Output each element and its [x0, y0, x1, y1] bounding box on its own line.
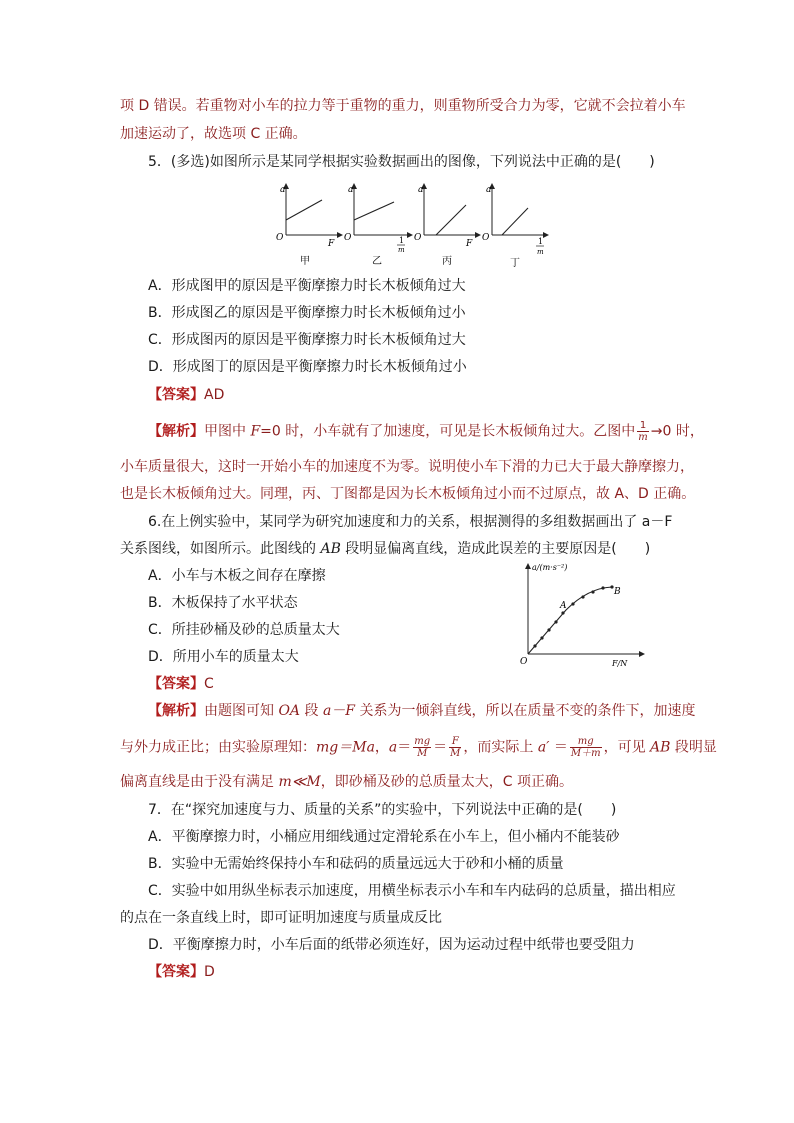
graph-ding-caption: 丁 — [510, 258, 520, 269]
graph-yi-x-den: m — [398, 246, 405, 254]
q6-frac-mg-m-plus-m: $\frac{mg}{M+m}$ — [570, 736, 601, 759]
q7-option-d: D．平衡摩擦力时，小车后面的纸带必须连好，因为运动过程中纸带也要受阻力 — [148, 937, 635, 953]
graph-yi-a-label: a — [348, 185, 354, 195]
q6-x-axis-label: F/N — [612, 659, 628, 668]
q5-analysis-label: 【解析】 — [148, 423, 204, 440]
q5-option-a: A．形成图甲的原因是平衡摩擦力时长木板倾角过大 — [148, 278, 466, 294]
graph-jia-origin: O — [276, 233, 284, 243]
q6-answer-label: 【答案】 — [148, 676, 204, 692]
q5-analysis-text-a: 甲图中 — [204, 423, 251, 440]
intro-line-2: 加速运动了，故选项 C 正确。 — [120, 126, 307, 142]
q5-analysis-fraction: $\frac{1}{m}$ — [638, 420, 648, 443]
q5-analysis-line-1 — [148, 420, 704, 443]
graph-jia-caption: 甲 — [300, 256, 310, 267]
q5-analysis-line-2: 小车质量很大，这时一开始小车的加速度不为零。说明使小车下滑的力已大于最大静摩擦力， — [120, 459, 694, 475]
graph-yi — [344, 185, 410, 267]
q5-analysis-text-c: 0 时， — [662, 423, 704, 440]
q5-analysis-var-f: F — [250, 423, 261, 440]
graph-bing-caption: 丙 — [442, 256, 452, 267]
graph-jia — [276, 185, 340, 267]
graph-ding-x-den: m — [537, 248, 544, 256]
q6-origin: O — [520, 657, 528, 667]
graph-yi-origin: O — [344, 233, 352, 243]
q5-graphs-figure — [272, 180, 562, 270]
q5-answer-value: AD — [204, 387, 225, 403]
q7-answer-label: 【答案】 — [148, 964, 204, 980]
graph-bing-a-label: a — [418, 185, 424, 195]
graph-ding-a-label: a — [486, 185, 492, 195]
q6-y-axis-label: a/(m·s⁻²) — [532, 563, 568, 572]
q5-stem: 5．(多选)如图所示是某同学根据实验数据画出的图像，下列说法中正确的是( ) — [148, 154, 655, 170]
q6-option-a: A．小车与木板之间存在摩擦 — [148, 568, 326, 584]
q6-option-b: B．木板保持了水平状态 — [148, 595, 298, 611]
q7-answer-value: D — [204, 964, 215, 980]
q7-option-c-line-2: 的点在一条直线上时，即可证明加速度与质量成反比 — [120, 910, 442, 926]
graph-yi-x-num: 1 — [399, 236, 405, 245]
graph-ding — [482, 185, 546, 269]
q5-analysis-text-b: =0 时，小车就有了加速度，可见是长木板倾角过大。乙图中 — [260, 423, 636, 440]
graph-yi-caption: 乙 — [372, 256, 382, 267]
q6-point-b-label: B — [614, 587, 621, 597]
q7-option-a: A．平衡摩擦力时，小桶应用细线通过定滑轮系在小车上，但小桶内不能装砂 — [148, 829, 620, 845]
q7-answer — [148, 962, 215, 982]
q6-graph-figure — [518, 560, 648, 672]
q6-analysis-line-2: 与外力成正比；由实验原理知：mg＝Ma，a＝ $\frac{mg}{M}$ ＝ $\frac{F}{M}$ ，而实际上 a′ ＝ $\frac{mg}{M+m}$ ，可见 AB 段明显 — [120, 736, 717, 759]
q5-option-c: C．形成图丙的原因是平衡摩擦力时长木板倾角过大 — [148, 332, 466, 348]
q6-analysis-line-3: 偏离直线是由于没有满足 m≪M，即砂桶及砂的总质量太大，C 项正确。 — [120, 774, 573, 790]
graph-bing-x-label: F — [466, 239, 473, 249]
q6-data-points — [533, 585, 613, 647]
q6-frac-mg-m: $\frac{mg}{M}$ — [414, 736, 431, 759]
q5-option-b: B．形成图乙的原因是平衡摩擦力时长木板倾角过小 — [148, 305, 466, 321]
q6-curve — [528, 587, 612, 654]
q7-option-c-line-1: C．实验中如用纵坐标表示加速度，用横坐标表示小车和车内砝码的总质量，描出相应 — [148, 883, 676, 899]
q6-option-d: D．所用小车的质量太大 — [148, 649, 299, 665]
q6-option-c: C．所挂砂桶及砂的总质量太大 — [148, 622, 340, 638]
q6-stem-line-2: 关系图线，如图所示。此图线的 AB 段明显偏离直线，造成此误差的主要原因是( ) — [120, 541, 651, 557]
graph-jia-x-label: F — [328, 239, 335, 249]
q6-stem-line-1: 6.在上例实验中，某同学为研究加速度和力的关系，根据测得的多组数据画出了 a－F — [148, 514, 673, 530]
q5-option-d: D．形成图丁的原因是平衡摩擦力时长木板倾角过小 — [148, 359, 467, 375]
q6-frac-f-m: $\frac{F}{M}$ — [450, 736, 461, 759]
q6-answer-value: C — [204, 676, 214, 692]
graph-jia-a-label: a — [280, 185, 286, 195]
q5-analysis-line-3: 也是长木板倾角过大。同理，丙、丁图都是因为长木板倾角过小而不过原点，故 A、D 正确。 — [120, 486, 696, 502]
graph-bing — [414, 185, 478, 267]
q6-stem-ab: AB — [320, 541, 341, 557]
graph-ding-origin: O — [482, 233, 490, 243]
q6-point-a-label: A — [560, 601, 567, 611]
graph-ding-x-num: 1 — [538, 237, 544, 246]
intro-line-1: 项 D 错误。若重物对小车的拉力等于重物的重力，则重物所受合力为零，它就不会拉着小车 — [120, 98, 686, 114]
q5-answer-label: 【答案】 — [148, 387, 204, 403]
q6-analysis-line-1: 【解析】由题图可知 OA 段 a－F 关系为一倾斜直线，所以在质量不变的条件下，加速度 — [148, 703, 696, 719]
q7-stem: 7．在“探究加速度与力、质量的关系”的实验中，下列说法中正确的是( ) — [148, 802, 617, 818]
graph-bing-origin: O — [414, 233, 422, 243]
q5-answer — [148, 385, 224, 405]
q7-option-b: B．实验中无需始终保持小车和砝码的质量远远大于砂和小桶的质量 — [148, 856, 564, 872]
q6-analysis-label: 【解析】 — [148, 703, 204, 719]
q5-analysis-arrow: → — [650, 423, 663, 440]
q6-answer — [148, 674, 214, 694]
